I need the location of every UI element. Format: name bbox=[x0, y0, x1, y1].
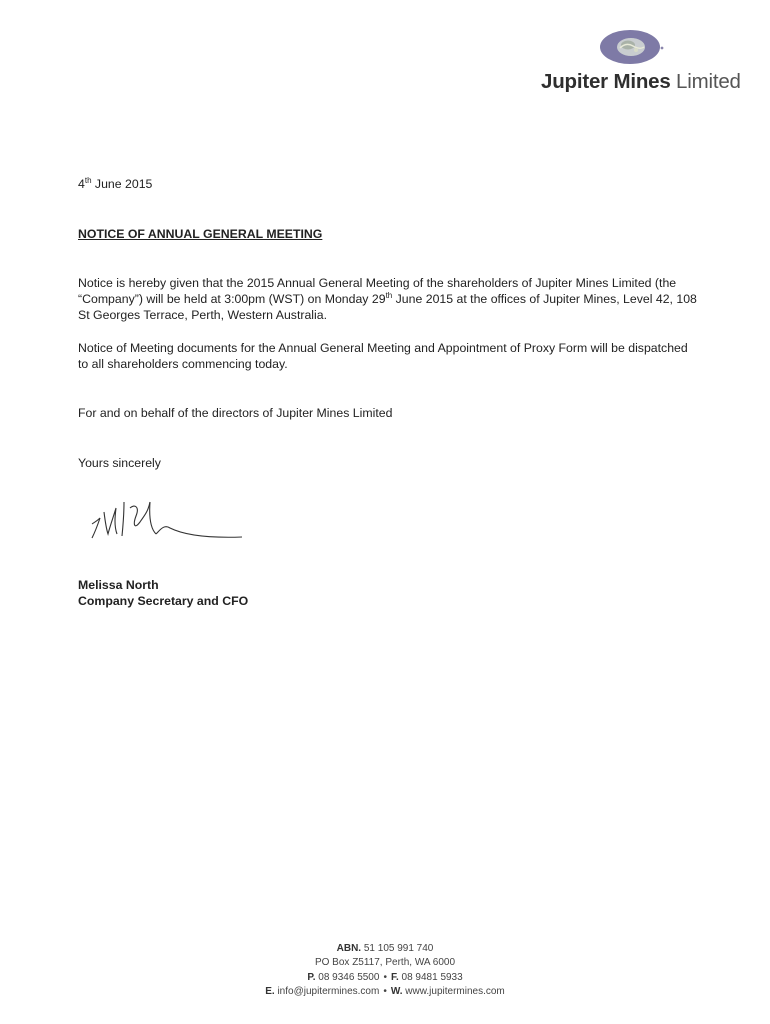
letter-date bbox=[78, 176, 698, 192]
paragraph-notice-sup: th bbox=[385, 290, 393, 300]
fax-value: 08 9481 5933 bbox=[398, 971, 463, 983]
paragraph-notice-part-b: June 2015 at the offices of Jupiter Mines, Level 42, 108 St Georges Terrace, Perth, Western Australia. bbox=[78, 292, 697, 322]
planet-emblem-icon bbox=[600, 28, 664, 66]
wordmark-light: Limited bbox=[670, 70, 741, 93]
handwritten-signature bbox=[86, 494, 246, 544]
footer-po-box: PO Box Z5117, Perth, WA 6000 bbox=[314, 957, 456, 969]
paragraph-notice bbox=[78, 275, 698, 323]
phone-label: P. bbox=[307, 971, 316, 983]
company-wordmark bbox=[541, 70, 741, 94]
signer-title: Company Secretary and CFO bbox=[78, 594, 249, 608]
abn-value: 51 105 991 740 bbox=[361, 943, 434, 954]
letter-footer bbox=[0, 942, 770, 999]
date-day: 4 bbox=[78, 177, 85, 191]
company-logo bbox=[528, 26, 741, 100]
paragraph-documents: Notice of Meeting documents for the Annual General Meeting and Appointment of Proxy Form will be dispatched to all shareholders commencing today. bbox=[78, 341, 688, 371]
bullet-separator: • bbox=[383, 971, 387, 983]
email-label: E. bbox=[265, 985, 275, 997]
closing-line: Yours sincerely bbox=[78, 456, 161, 470]
paragraph-notice-part-a: Notice is hereby given that the 2015 Annual General Meeting of the shareholders of Jupiter Mines Limited (the “Company”) will be held at 3:00pm (WST) on Monday 29 bbox=[78, 276, 677, 306]
on-behalf-line: For and on behalf of the directors of Jupiter Mines Limited bbox=[78, 406, 393, 420]
bullet-separator: • bbox=[383, 985, 387, 997]
signer-block bbox=[78, 577, 248, 609]
email-value: info@jupitermines.com bbox=[274, 985, 380, 997]
abn-label: ABN. bbox=[336, 943, 362, 954]
signer-name: Melissa North bbox=[78, 578, 159, 592]
wordmark-bold: Jupiter Mines bbox=[541, 70, 671, 93]
date-suffix: th bbox=[84, 175, 92, 185]
web-label: W. bbox=[390, 985, 403, 997]
footer-phone-fax bbox=[0, 971, 770, 985]
phone-value: 08 9346 5500 bbox=[315, 971, 380, 983]
footer-email-web bbox=[0, 985, 770, 999]
letter-body bbox=[78, 176, 698, 471]
letter-heading: NOTICE OF ANNUAL GENERAL MEETING bbox=[78, 227, 323, 241]
footer-abn bbox=[0, 942, 770, 956]
date-rest: June 2015 bbox=[91, 177, 153, 191]
fax-label: F. bbox=[390, 971, 399, 983]
web-value: www.jupitermines.com bbox=[402, 985, 505, 997]
